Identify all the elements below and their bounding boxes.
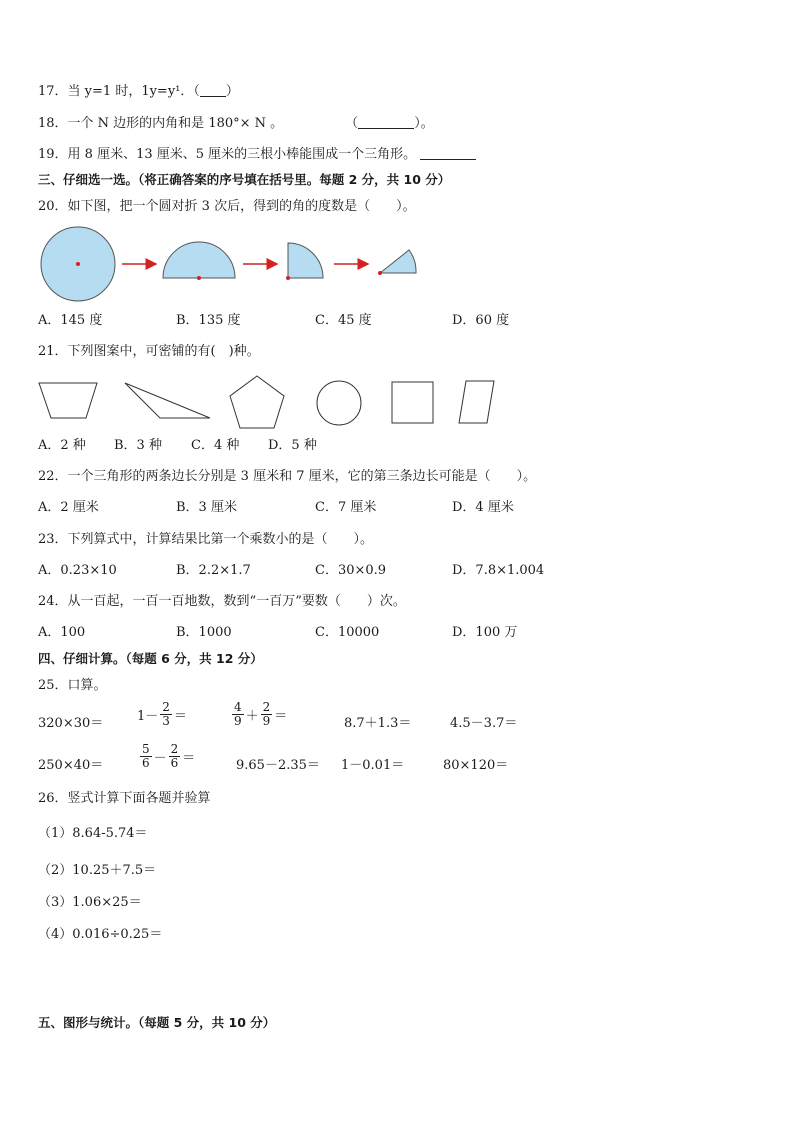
q22-option-b[interactable]: B．3 厘米 (176, 500, 237, 515)
vertical-calc-item: （3）1.06×25＝ (38, 895, 142, 910)
mental-calc-item: $\frac{4}{9}$ ＋ $\frac{2}{9}$ ＝ (234, 700, 288, 728)
fraction: $\frac{2}{3}$ (162, 700, 170, 728)
question-23: 23．下列算式中，计算结果比第一个乘数小的是（ ）。 (38, 532, 374, 547)
fraction: $\frac{5}{6}$ (142, 742, 150, 770)
q24-option-c[interactable]: C．10000 (315, 625, 380, 640)
q24-option-a[interactable]: A．100 (38, 625, 86, 640)
circle-shape (317, 381, 361, 425)
q22-option-a[interactable]: A．2 厘米 (38, 500, 99, 515)
q23-option-b[interactable]: B．2.2×1.7 (176, 563, 251, 578)
mental-calc-item: 1－ $\frac{2}{3}$ ＝ (137, 700, 187, 728)
fraction: $\frac{2}{9}$ (262, 700, 271, 728)
mental-calc-item: 1－0.01＝ (341, 758, 405, 773)
q22-option-c[interactable]: C．7 厘米 (315, 500, 377, 515)
mental-calc-item: $\frac{5}{6}$ － $\frac{2}{6}$ ＝ (142, 742, 196, 770)
q21-option-c[interactable]: C．4 种 (191, 438, 240, 453)
mental-calc-item: 9.65－2.35＝ (236, 758, 320, 773)
q20-option-b[interactable]: B．135 度 (176, 313, 241, 328)
question-17: 17．当 y=1 时，1y=y¹．（ ） (38, 84, 239, 99)
mental-calc-item: 320×30＝ (38, 716, 104, 731)
question-22: 22．一个三角形的两条边长分别是 3 厘米和 7 厘米，它的第三条边长可能是（ ）。 (38, 469, 537, 484)
mental-calc-item: 250×40＝ (38, 758, 104, 773)
question-18: 18．一个 N 边形的内角和是 180°× N 。 （ ）。 (38, 116, 434, 131)
q23-option-d[interactable]: D．7.8×1.004 (452, 563, 545, 578)
vertical-calc-item: （2）10.25＋7.5＝ (38, 863, 157, 878)
q20-option-c[interactable]: C．45 度 (315, 313, 372, 328)
vertical-calc-item: （1）8.64-5.74＝ (38, 826, 148, 841)
section-3-heading: 三、仔细选一选。（将正确答案的序号填在括号里。每题 2 分，共 10 分） (38, 172, 451, 187)
q23-option-a[interactable]: A．0.23×10 (38, 563, 117, 578)
section-5-heading: 五、图形与统计。（每题 5 分，共 10 分） (38, 1015, 276, 1030)
question-19: 19．用 8 厘米、13 厘米、5 厘米的三根小棒能围成一个三角形。 (38, 147, 476, 163)
q20-option-a[interactable]: A．145 度 (38, 313, 103, 328)
question-25: 25．口算。 (38, 678, 107, 693)
vertical-calc-item: （4）0.016÷0.25＝ (38, 927, 163, 942)
fraction: $\frac{2}{6}$ (170, 742, 179, 770)
parallelogram-shape (459, 381, 494, 423)
obtuse-triangle-shape (125, 383, 210, 418)
mental-calc-item: 4.5－3.7＝ (450, 716, 518, 731)
section-4-heading: 四、仔细计算。（每题 6 分，共 12 分） (38, 651, 263, 666)
q24-option-d[interactable]: D．100 万 (452, 625, 518, 640)
pentagon-shape (230, 376, 284, 428)
mental-calc-item: 8.7＋1.3＝ (344, 716, 412, 731)
q23-option-c[interactable]: C．30×0.9 (315, 563, 387, 578)
question-26: 26．竖式计算下面各题并验算 (38, 791, 211, 806)
q21-option-b[interactable]: B．3 种 (114, 438, 162, 453)
question-21: 21．下列图案中，可密铺的有( )种。 (38, 344, 260, 359)
q21-option-a[interactable]: A．2 种 (38, 438, 86, 453)
q21-option-d[interactable]: D．5 种 (268, 438, 317, 453)
q22-option-d[interactable]: D．4 厘米 (452, 500, 514, 515)
question-24: 24．从一百起，一百一百地数，数到“一百万”要数（ ）次。 (38, 594, 406, 609)
square-shape (392, 382, 433, 423)
question-20: 20．如下图，把一个圆对折 3 次后，得到的角的度数是（ ）。 (38, 199, 416, 214)
mental-calc-item: 80×120＝ (443, 758, 509, 773)
trapezoid-shape (39, 383, 97, 418)
fraction: $\frac{4}{9}$ (234, 700, 242, 728)
q24-option-b[interactable]: B．1000 (176, 625, 232, 640)
q20-option-d[interactable]: D．60 度 (452, 313, 510, 328)
